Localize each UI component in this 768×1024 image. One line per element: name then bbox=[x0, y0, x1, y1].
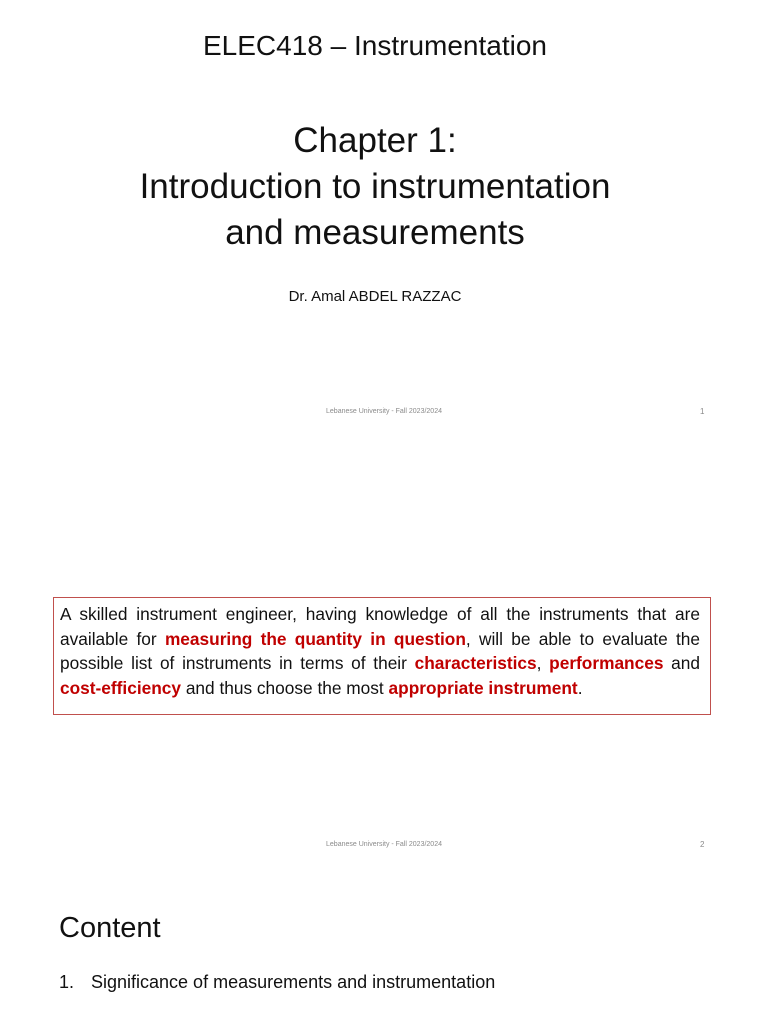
author-name: Dr. Amal ABDEL RAZZAC bbox=[288, 288, 462, 305]
highlight-characteristics: characteristics bbox=[414, 653, 537, 673]
slide-2 bbox=[0, 434, 768, 868]
highlight-measuring-quantity: measuring the quantity in question bbox=[164, 628, 466, 649]
slide-number: 2 bbox=[700, 840, 705, 849]
quote-box bbox=[53, 597, 711, 715]
slide-number: 1 bbox=[700, 407, 705, 416]
quote-text: and thus choose the most bbox=[181, 677, 389, 698]
list-item-text: Significance of measurements and instrumentation bbox=[91, 972, 496, 992]
slide-footer: Lebanese University - Fall 2023/2024 bbox=[326, 841, 442, 848]
quote-text: . bbox=[577, 677, 583, 698]
list-item bbox=[59, 972, 495, 993]
highlight-appropriate-instrument: appropriate instrument bbox=[388, 677, 578, 698]
highlight-performances: performances bbox=[549, 653, 664, 673]
content-title: Content bbox=[59, 912, 161, 944]
quote-text: A skilled instrument engineer, having knowledge of all the instruments that are available for bbox=[60, 604, 700, 649]
content-list bbox=[59, 972, 495, 993]
highlight-cost-efficiency: cost-efficiency bbox=[60, 677, 182, 698]
slide-3 bbox=[0, 868, 768, 1024]
slide-1 bbox=[0, 0, 768, 434]
quote-text: , bbox=[536, 653, 550, 673]
chapter-number: Chapter 1: bbox=[293, 121, 457, 160]
course-title: ELEC418 – Instrumentation bbox=[203, 30, 547, 61]
chapter-title bbox=[0, 118, 750, 256]
chapter-name-line-1: Introduction to instrumentation bbox=[139, 167, 611, 206]
quote-text: , will be able to evaluate the possible list of instruments in terms of their bbox=[60, 628, 700, 673]
slide-footer: Lebanese University - Fall 2023/2024 bbox=[326, 408, 442, 415]
quote-text: and bbox=[663, 653, 700, 673]
chapter-name-line-2: and measurements bbox=[225, 213, 525, 252]
list-item-number: 1. bbox=[59, 972, 75, 992]
